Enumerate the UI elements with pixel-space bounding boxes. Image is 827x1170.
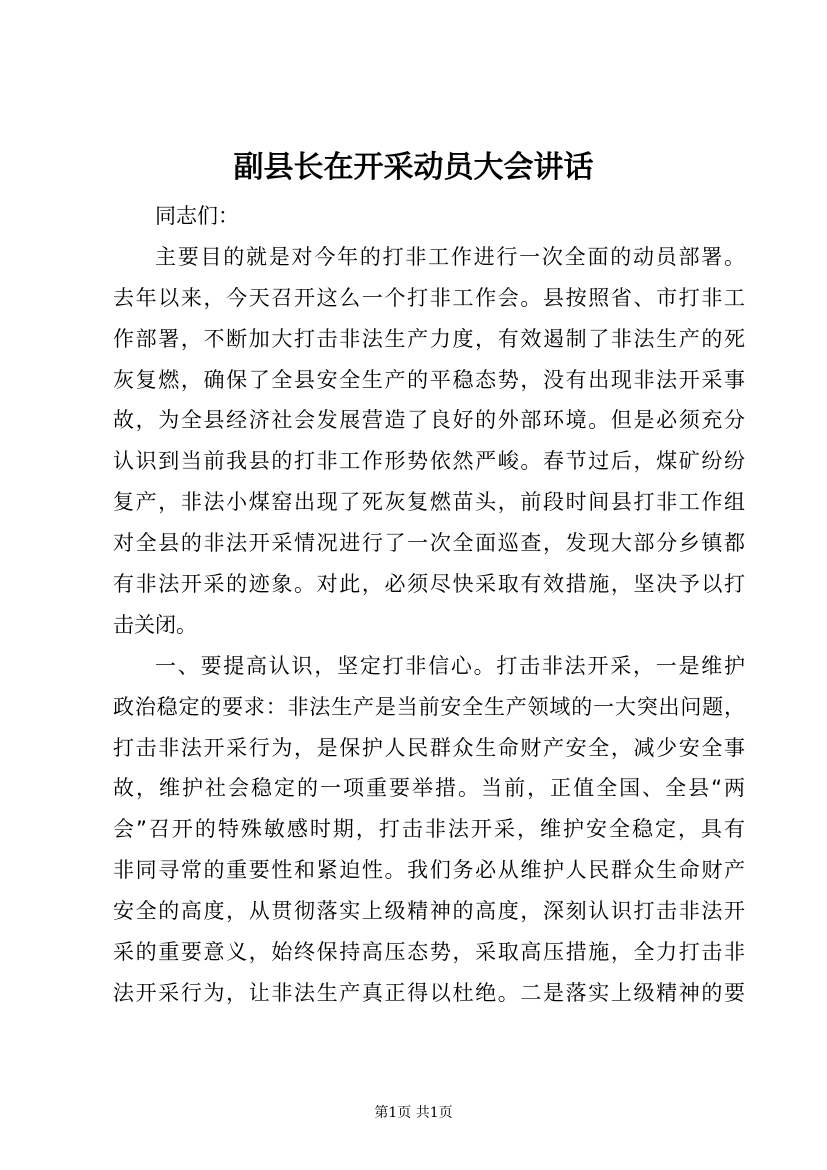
paragraph-line: 安全的高度，从贯彻落实上级精神的高度，深刻认识打击非法开 bbox=[113, 899, 745, 924]
paragraph-line: 打击非法开采行为，是保护人民群众生命财产安全，减少安全事 bbox=[113, 735, 745, 760]
paragraph-line: 对全县的非法开采情况进行了一次全面巡查，发现大部分乡镇都 bbox=[113, 531, 745, 556]
paragraph-line: 去年以来，今天召开这么一个打非工作会。县按照省、市打非工 bbox=[113, 285, 745, 310]
paragraph-line: 故，维护社会稳定的一项重要举措。当前，正值全国、全县“两 bbox=[113, 776, 745, 801]
greeting: 同志们： bbox=[155, 204, 239, 228]
paragraph-line: 会”召开的特殊敏感时期，打击非法开采，维护安全稳定，具有 bbox=[113, 817, 745, 842]
paragraph-line: 有非法开采的迹象。对此，必须尽快采取有效措施，坚决予以打 bbox=[113, 572, 745, 597]
document-body bbox=[113, 196, 745, 1014]
paragraph-line: 认识到当前我县的打非工作形势依然严峻。春节过后，煤矿纷纷 bbox=[113, 449, 745, 474]
paragraph-line: 故，为全县经济社会发展营造了良好的外部环境。但是必须充分 bbox=[113, 408, 745, 433]
page-footer: 第1页 共1页 bbox=[374, 1105, 453, 1121]
paragraph-line: 一、要提高认识，坚定打非信心。打击非法开采，一是维护 bbox=[155, 653, 745, 678]
paragraph-line: 灰复燃，确保了全县安全生产的平稳态势，没有出现非法开采事 bbox=[113, 367, 745, 392]
paragraph-line: 击关闭。 bbox=[113, 612, 197, 637]
paragraph-line: 非同寻常的重要性和紧迫性。我们务必从维护人民群众生命财产 bbox=[113, 858, 745, 883]
paragraph-line: 作部署，不断加大打击非法生产力度，有效遏制了非法生产的死 bbox=[113, 326, 745, 351]
paragraph-line: 复产，非法小煤窑出现了死灰复燃苗头，前段时间县打非工作组 bbox=[113, 490, 745, 515]
paragraph-line: 主要目的就是对今年的打非工作进行一次全面的动员部署。 bbox=[155, 244, 745, 269]
paragraph-line: 法开采行为，让非法生产真正得以杜绝。二是落实上级精神的要 bbox=[113, 980, 745, 1005]
document-title: 副县长在开采动员大会讲话 bbox=[233, 150, 594, 185]
paragraph-line: 采的重要意义，始终保持高压态势，采取高压措施，全力打击非 bbox=[113, 940, 745, 965]
paragraph-line: 政治稳定的要求：非法生产是当前安全生产领域的一大突出问题， bbox=[113, 694, 745, 719]
